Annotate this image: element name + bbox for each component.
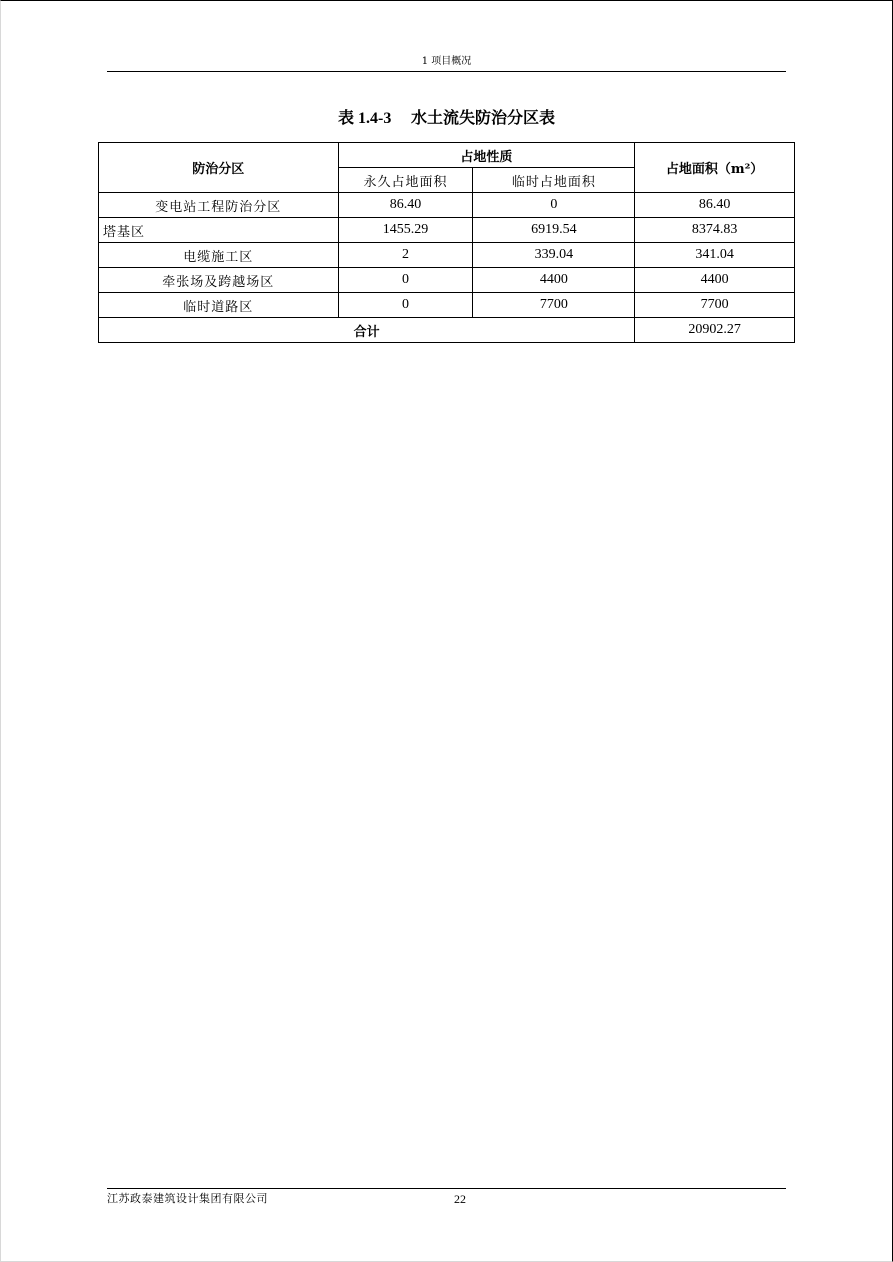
header-permanent: 永久占地面积 <box>338 168 473 193</box>
row-area: 4400 <box>635 268 795 293</box>
row-temporary: 339.04 <box>473 243 635 268</box>
row-zone: 变电站工程防治分区 <box>99 193 339 218</box>
zone-table <box>98 142 795 343</box>
row-temporary: 4400 <box>473 268 635 293</box>
row-zone: 塔基区 <box>99 218 339 243</box>
table-title: 水土流失防治分区表 <box>410 108 555 127</box>
table-row <box>99 293 795 318</box>
running-header: 1 项目概况 <box>107 52 786 72</box>
table-row <box>99 193 795 218</box>
row-permanent: 0 <box>338 293 473 318</box>
row-permanent: 86.40 <box>338 193 473 218</box>
row-area: 341.04 <box>635 243 795 268</box>
row-temporary: 6919.54 <box>473 218 635 243</box>
page-number: 22 <box>454 1192 466 1206</box>
table-row <box>99 243 795 268</box>
row-area: 86.40 <box>635 193 795 218</box>
header-zone: 防治分区 <box>99 143 339 193</box>
table-number: 表 1.4-3 <box>338 110 392 127</box>
table-row <box>99 268 795 293</box>
header-temporary: 临时占地面积 <box>473 168 635 193</box>
header-area: 占地面积（m²） <box>635 143 795 193</box>
row-zone: 电缆施工区 <box>99 243 339 268</box>
row-area: 8374.83 <box>635 218 795 243</box>
table-row <box>99 218 795 243</box>
total-area: 20902.27 <box>635 318 795 343</box>
row-permanent: 1455.29 <box>338 218 473 243</box>
footer-divider <box>107 1188 786 1189</box>
total-label: 合计 <box>99 318 635 343</box>
footer-company: 江苏政泰建筑设计集团有限公司 <box>107 1192 268 1205</box>
row-zone: 牵张场及跨越场区 <box>99 268 339 293</box>
row-temporary: 7700 <box>473 293 635 318</box>
table-total-row <box>99 318 795 343</box>
row-permanent: 2 <box>338 243 473 268</box>
row-temporary: 0 <box>473 193 635 218</box>
row-area: 7700 <box>635 293 795 318</box>
table-caption <box>0 106 893 131</box>
row-zone: 临时道路区 <box>99 293 339 318</box>
header-land-nature: 占地性质 <box>338 143 635 168</box>
table-header-row <box>99 143 795 168</box>
row-permanent: 0 <box>338 268 473 293</box>
